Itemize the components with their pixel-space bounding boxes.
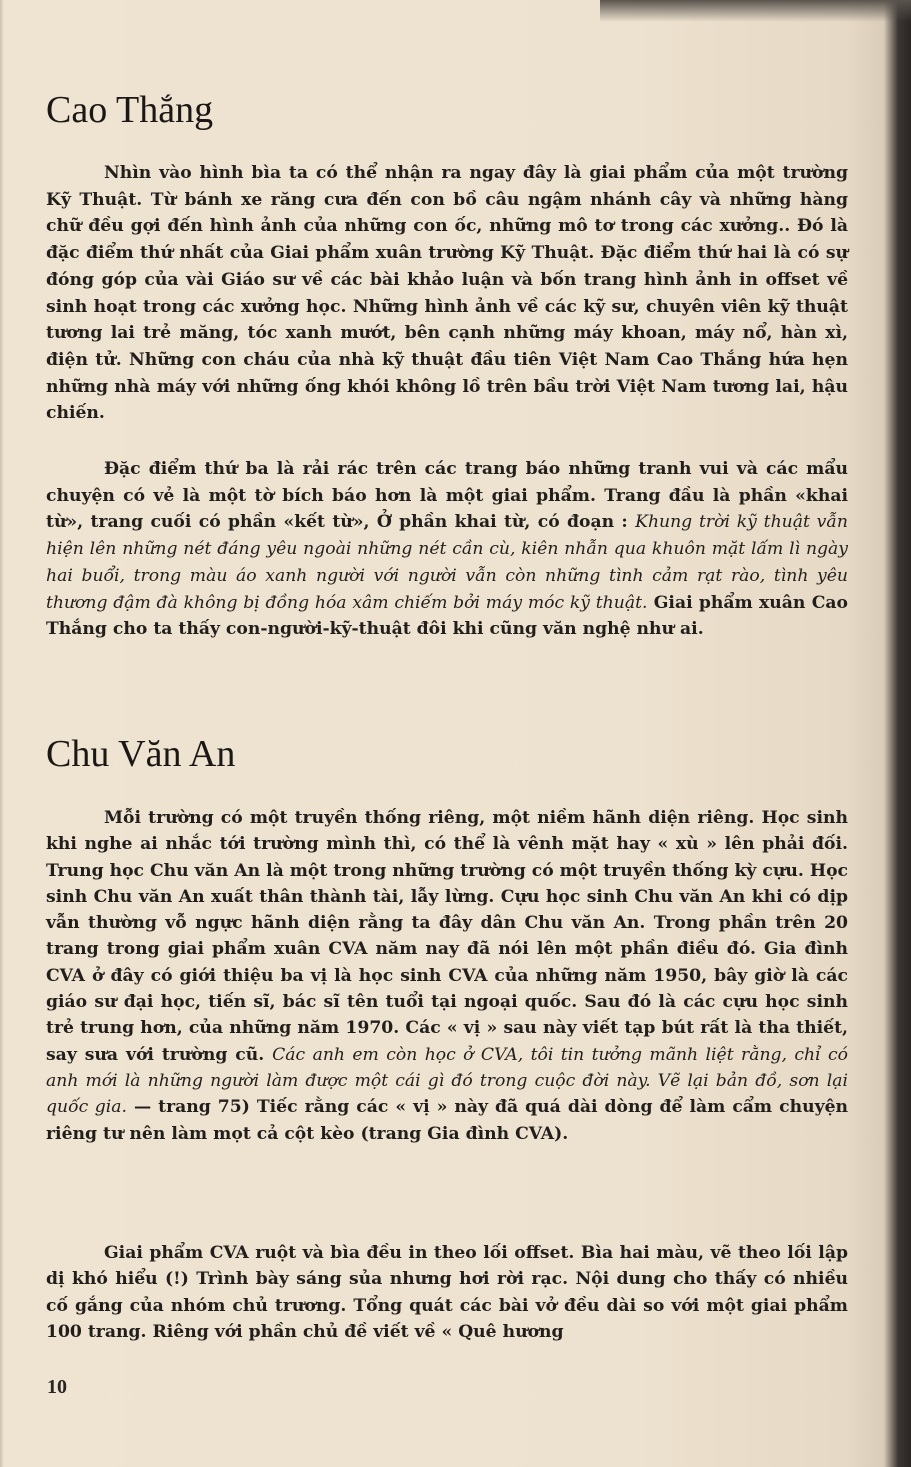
chu-van-an-paragraph-2 — [46, 1240, 848, 1345]
cao-thang-paragraph-1 — [46, 160, 848, 427]
page-number: 10 — [47, 1376, 67, 1398]
chu-van-an-paragraph-1 — [46, 805, 848, 1147]
page-left-edge — [0, 0, 4, 1467]
page-top-shadow — [600, 0, 911, 22]
section-heading-cao-thang: Cao Thắng — [46, 89, 214, 131]
chu-van-an-paragraph-2-text: Giai phẩm CVA ruột và bìa đều in theo lối offset. Bìa hai màu, vẽ theo lối lập dị khó hiểu (!) Trình bày sáng sủa nhưng hơi rời rạc. Nội dung cho thấy có nhiều cố gắng của nhóm chủ trương. Tổng quát các bài vở đều dài so với một giai phẩm 100 trang. Riêng với phần chủ đề viết về « Quê hương — [46, 1243, 848, 1342]
cao-thang-paragraph-1-text: Nhìn vào hình bìa ta có thể nhận ra ngay đây là giai phẩm của một trường Kỹ Thuật. Từ bánh xe răng cưa đến con bồ câu ngậm nhánh cây và những hàng chữ đều gợi đến hình ảnh của những con ốc, những mô tơ trong các xưởng.. Đó là đặc điểm thứ nhất của Giai phẩm xuân trường Kỹ Thuật. Đặc điểm thứ hai là có sự đóng góp của vài Giáo sư về các bài khảo luận và bốn trang hình ảnh in offset về sinh hoạt trong các xưởng học. Những hình ảnh về các kỹ sư, chuyên viên kỹ thuật tương lai trẻ măng, tóc xanh mướt, bên cạnh những máy khoan, máy nổ, hàn xì, điện tử. Những con cháu của nhà kỹ thuật đầu tiên Việt Nam Cao Thắng hứa hẹn những nhà máy với những ống khói không lồ trên bầu trời Việt Nam tương lai, hậu chiến. — [46, 163, 848, 424]
cao-thang-paragraph-2-outro: Giai phẩm xuân Cao Thắng cho ta thấy con-người-kỹ-thuật đôi khi cũng văn nghệ như ai. — [46, 592, 848, 640]
cao-thang-paragraph-2-intro: Đặc điểm thứ ba là rải rác trên các trang báo những tranh vui và các mẩu chuyện có vẻ là một tờ bích báo hơn là một giai phẩm. Trang đầu là phần «khai từ», trang cuối có phần «kết từ», Ở phần khai từ, có đoạn : — [46, 459, 848, 533]
chu-van-an-paragraph-1-text-b: — trang 75) Tiếc rằng các « vị » này đã quá dài dòng để làm cẩm chuyện riêng tư nên làm mọt cả cột kèo (trang Gia đình CVA). — [46, 1097, 849, 1144]
chu-van-an-paragraph-1-text-a: Mỗi trường có một truyền thống riêng, một niềm hãnh diện riêng. Học sinh khi nghe ai nhắc tới trường mình thì, có thể là vênh mặt hay « xù » lên phải đối. Trung học Chu văn An là một trong những trường có một truyền thống kỳ cựu. Học sinh Chu văn An xuất thân thành tài, lẫy lừng. Cựu học sinh Chu văn An khi có dịp vẫn thường vỗ ngực hãnh diện rằng ta đây dân Chu văn An. Trong phần trên 20 trang trong giai phẩm xuân CVA năm nay đã nói lên một phần điều đó. Gia đình CVA ở đây có giới thiệu ba vị là học sinh CVA của những năm 1950, bây giờ là các giáo sư đại học, tiến sĩ, bác sĩ tên tuổi tại ngoại quốc. Sau đó là các cựu học sinh trẻ trung hơn, của những năm 1970. Các « vị » sau này viết tạp bút rất là tha thiết, say sưa với trường cũ. — [46, 808, 848, 1065]
chu-van-an-quote: Các anh em còn học ở CVA, tôi tin tưởng mãnh liệt rằng, chỉ có anh mới là những người làm được một cái gì đó trong cuộc đời này. Vẽ lại bản đồ, sơn lại quốc gia. — [46, 1044, 848, 1118]
cao-thang-paragraph-2 — [46, 456, 848, 643]
cao-thang-quote: Khung trời kỹ thuật vẫn hiện lên những nét đáng yêu ngoài những nét cần cù, kiên nhẫn qua khuôn mặt lấm lì ngày hai buổi, trong màu áo xanh người với người vẫn còn những tình cảm rạt rào, tình yêu thương đậm đà không bị đồng hóa xâm chiếm bởi máy móc kỹ thuật. — [46, 512, 848, 613]
section-heading-chu-van-an: Chu Văn An — [46, 733, 236, 775]
